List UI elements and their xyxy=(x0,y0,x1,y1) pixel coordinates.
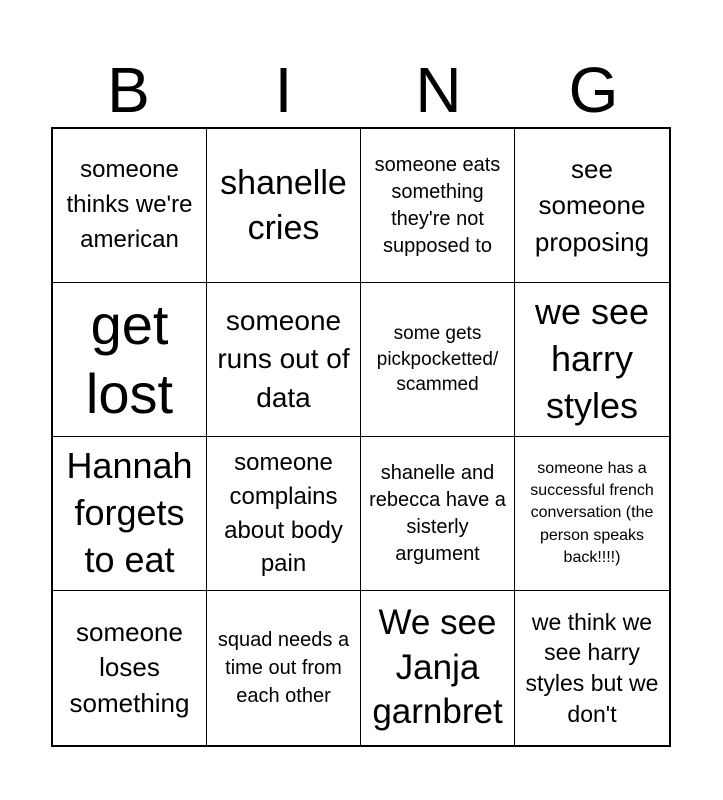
bingo-cell[interactable] xyxy=(207,591,361,745)
cell-text: someone thinks we're american xyxy=(66,156,193,253)
bingo-cell[interactable] xyxy=(207,129,361,283)
bingo-cell[interactable] xyxy=(53,437,207,591)
cell-text: Hannah forgets to eat xyxy=(66,445,193,580)
cell-text: we see harry styles xyxy=(534,291,650,426)
bingo-cell[interactable] xyxy=(207,437,361,591)
cell-text: We see Janja garnbret xyxy=(372,603,503,732)
cell-text: squad needs a time out from each other xyxy=(217,629,350,707)
bingo-header xyxy=(51,52,671,128)
cell-text: someone complains about body pain xyxy=(224,449,343,578)
bingo-cell[interactable] xyxy=(53,591,207,745)
bingo-cell[interactable] xyxy=(53,129,207,283)
bingo-cell[interactable] xyxy=(515,591,669,745)
cell-text: someone eats something they're not supposed to xyxy=(374,153,501,257)
bingo-cell[interactable] xyxy=(207,283,361,437)
cell-text: we think we see harry styles but we don't xyxy=(525,608,659,727)
bingo-cell[interactable] xyxy=(53,283,207,437)
cell-text: someone loses something xyxy=(69,617,190,718)
bingo-cell[interactable] xyxy=(361,129,515,283)
bingo-cell[interactable] xyxy=(515,129,669,283)
bingo-cell[interactable] xyxy=(515,283,669,437)
bingo-cell[interactable] xyxy=(515,437,669,591)
header-letter-g: G xyxy=(568,54,619,126)
cell-text: shanelle cries xyxy=(220,164,347,247)
bingo-cell[interactable] xyxy=(361,283,515,437)
bingo-cell[interactable] xyxy=(361,591,515,745)
cell-text: someone has a successful french conversation (the person speaks back!!!!) xyxy=(530,460,654,566)
cell-text: shanelle and rebecca have a sisterly argument xyxy=(369,461,506,565)
bingo-cell[interactable] xyxy=(361,437,515,591)
cell-text: someone runs out of data xyxy=(217,305,350,413)
cell-text: get lost xyxy=(85,293,174,425)
cell-text: some gets pickpocketted/ scammed xyxy=(376,323,499,396)
header-letter-i: I xyxy=(274,54,293,126)
bingo-board xyxy=(51,127,671,747)
header-letter-b: B xyxy=(107,54,150,126)
cell-text: see someone proposing xyxy=(534,153,650,257)
header-letter-n: N xyxy=(415,54,462,126)
